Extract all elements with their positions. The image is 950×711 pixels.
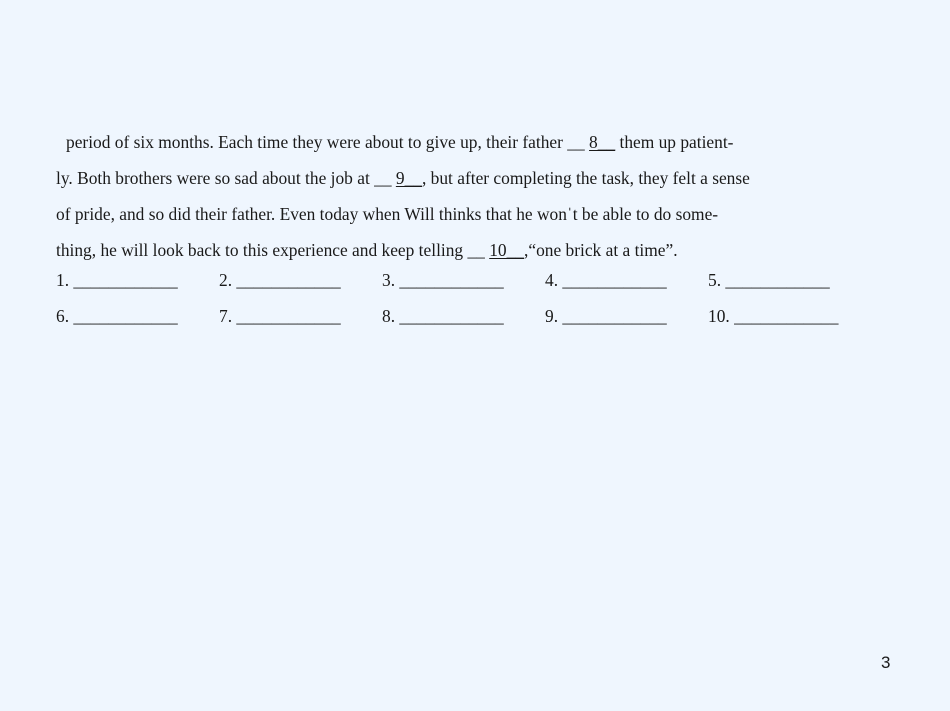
- passage-line-3: [56, 196, 876, 232]
- page-number: 3: [881, 653, 891, 672]
- answer-row-1: [56, 262, 871, 298]
- blank-10: 10__: [489, 240, 524, 260]
- passage-text: period of six months. Each time they were about to give up, their father: [66, 132, 568, 152]
- answer-blank-1[interactable]: 1. ____________: [56, 270, 178, 290]
- answer-blank-5[interactable]: 5. ____________: [708, 270, 830, 290]
- answer-blank-2[interactable]: 2. ____________: [219, 270, 341, 290]
- answer-blank-9[interactable]: 9. ____________: [545, 306, 667, 326]
- passage-text: ly. Both brothers were so sad about the job at: [56, 168, 375, 188]
- answer-blank-8[interactable]: 8. ____________: [382, 306, 504, 326]
- blank-prefix: __: [467, 240, 490, 260]
- blank-prefix: __: [567, 132, 590, 152]
- answer-row-2: [56, 298, 871, 334]
- passage-line-2: [56, 160, 876, 196]
- answer-blank-3[interactable]: 3. ____________: [382, 270, 504, 290]
- answer-blank-6[interactable]: 6. ____________: [56, 306, 178, 326]
- passage-line-1: [56, 124, 876, 160]
- blank-8: 8__: [589, 132, 616, 152]
- blank-prefix: __: [374, 168, 396, 188]
- answer-blank-4[interactable]: 4. ____________: [545, 270, 667, 290]
- passage: [56, 124, 876, 268]
- passage-text: them up patient-: [615, 132, 734, 152]
- passage-text: thing, he will look back to this experience and keep telling: [56, 240, 468, 260]
- answer-sheet: [56, 262, 871, 334]
- passage-text: ,“one brick at a time”.: [524, 240, 678, 260]
- blank-9: 9__: [395, 168, 422, 188]
- passage-text: , but after completing the task, they felt a sense: [421, 168, 750, 188]
- passage-text: of pride, and so did their father. Even today when Will thinks that he wonˈt be able to do some-: [56, 204, 719, 224]
- answer-blank-7[interactable]: 7. ____________: [219, 306, 341, 326]
- answer-blank-10[interactable]: 10. ____________: [708, 306, 839, 326]
